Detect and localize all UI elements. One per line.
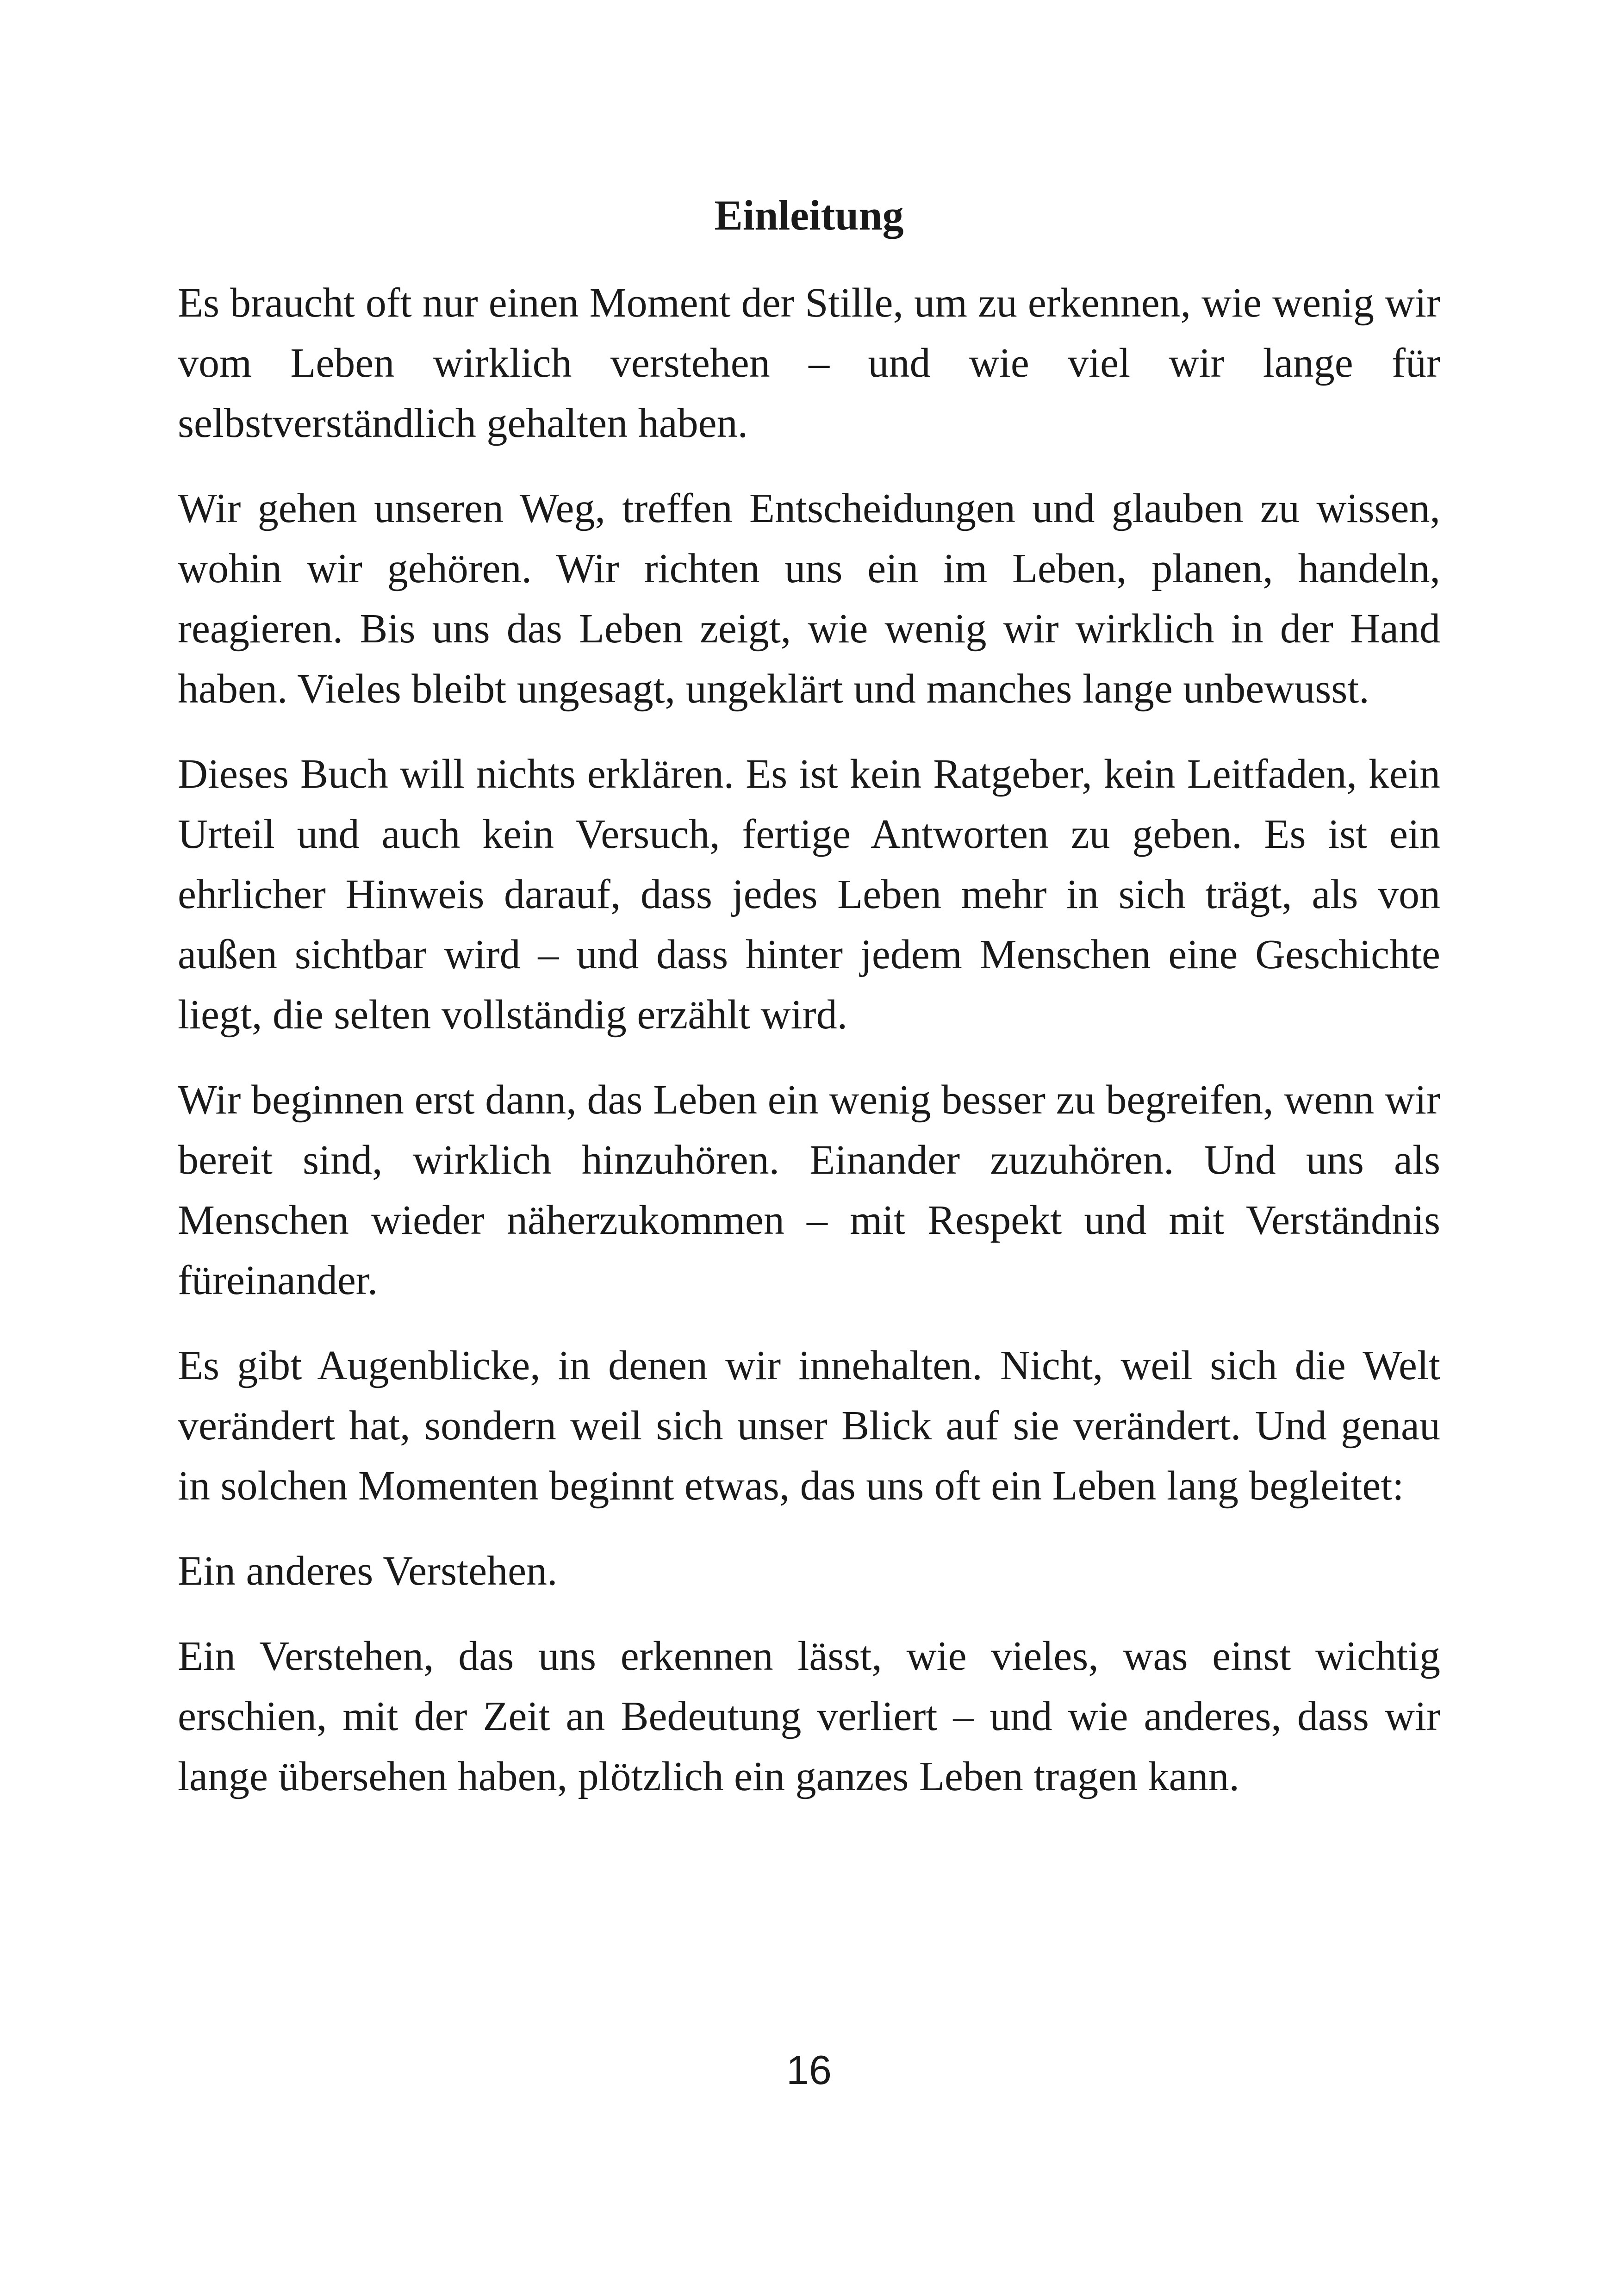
chapter-body — [178, 273, 1440, 1832]
paragraph-6: Ein anderes Verstehen. — [178, 1548, 558, 1594]
paragraph-5: Es gibt Augenblicke, in denen wir innehalten. Nicht, weil sich die Welt verändert hat, sondern weil sich unser Blick auf sie verändert. Und genau in solchen Momenten beginnt etwas, das uns oft ein Leben lang begleitet: — [178, 1343, 1440, 1509]
paragraph-7: Ein Verstehen, das uns erkennen lässt, wie vieles, was einst wichtig erschien, mit der Zeit an Bedeutung verliert – und wie anderes, dass wir lange übersehen haben, plötzlich ein ganzes Leben tragen kann. — [178, 1633, 1440, 1799]
paragraph-4: Wir beginnen erst dann, das Leben ein wenig besser zu begreifen, wenn wir bereit sind, wirklich hinzuhören. Einander zuzuhören. Und uns als Menschen wieder näherzukommen – mit Respekt und mit Verständnis füreinander. — [178, 1077, 1440, 1303]
chapter-heading: Einleitung — [714, 192, 904, 239]
paragraph-1: Es braucht oft nur einen Moment der Stille, um zu erkennen, wie wenig wir vom Leben wirklich verstehen – und wie viel wir lange für selbstverständlich gehalten haben. — [178, 280, 1440, 446]
paragraph-3: Dieses Buch will nichts erklären. Es ist kein Ratgeber, kein Leitfaden, kein Urteil und auch kein Versuch, fertige Antworten zu geben. Es ist ein ehrlicher Hinweis darauf, dass jedes Leben mehr in sich trägt, als von außen sichtbar wird – und dass hinter jedem Menschen eine Geschichte liegt, die selten vollständig erzählt wird. — [178, 751, 1440, 1038]
page-number: 16 — [786, 2047, 832, 2093]
paragraph-2: Wir gehen unseren Weg, treffen Entscheidungen und glauben zu wissen, wohin wir gehören. Wir richten uns ein im Leben, planen, handeln, reagieren. Bis uns das Leben zeigt, wie wenig wir wirklich in der Hand haben. Vieles bleibt ungesagt, ungeklärt und manches lange unbewusst. — [178, 485, 1440, 712]
